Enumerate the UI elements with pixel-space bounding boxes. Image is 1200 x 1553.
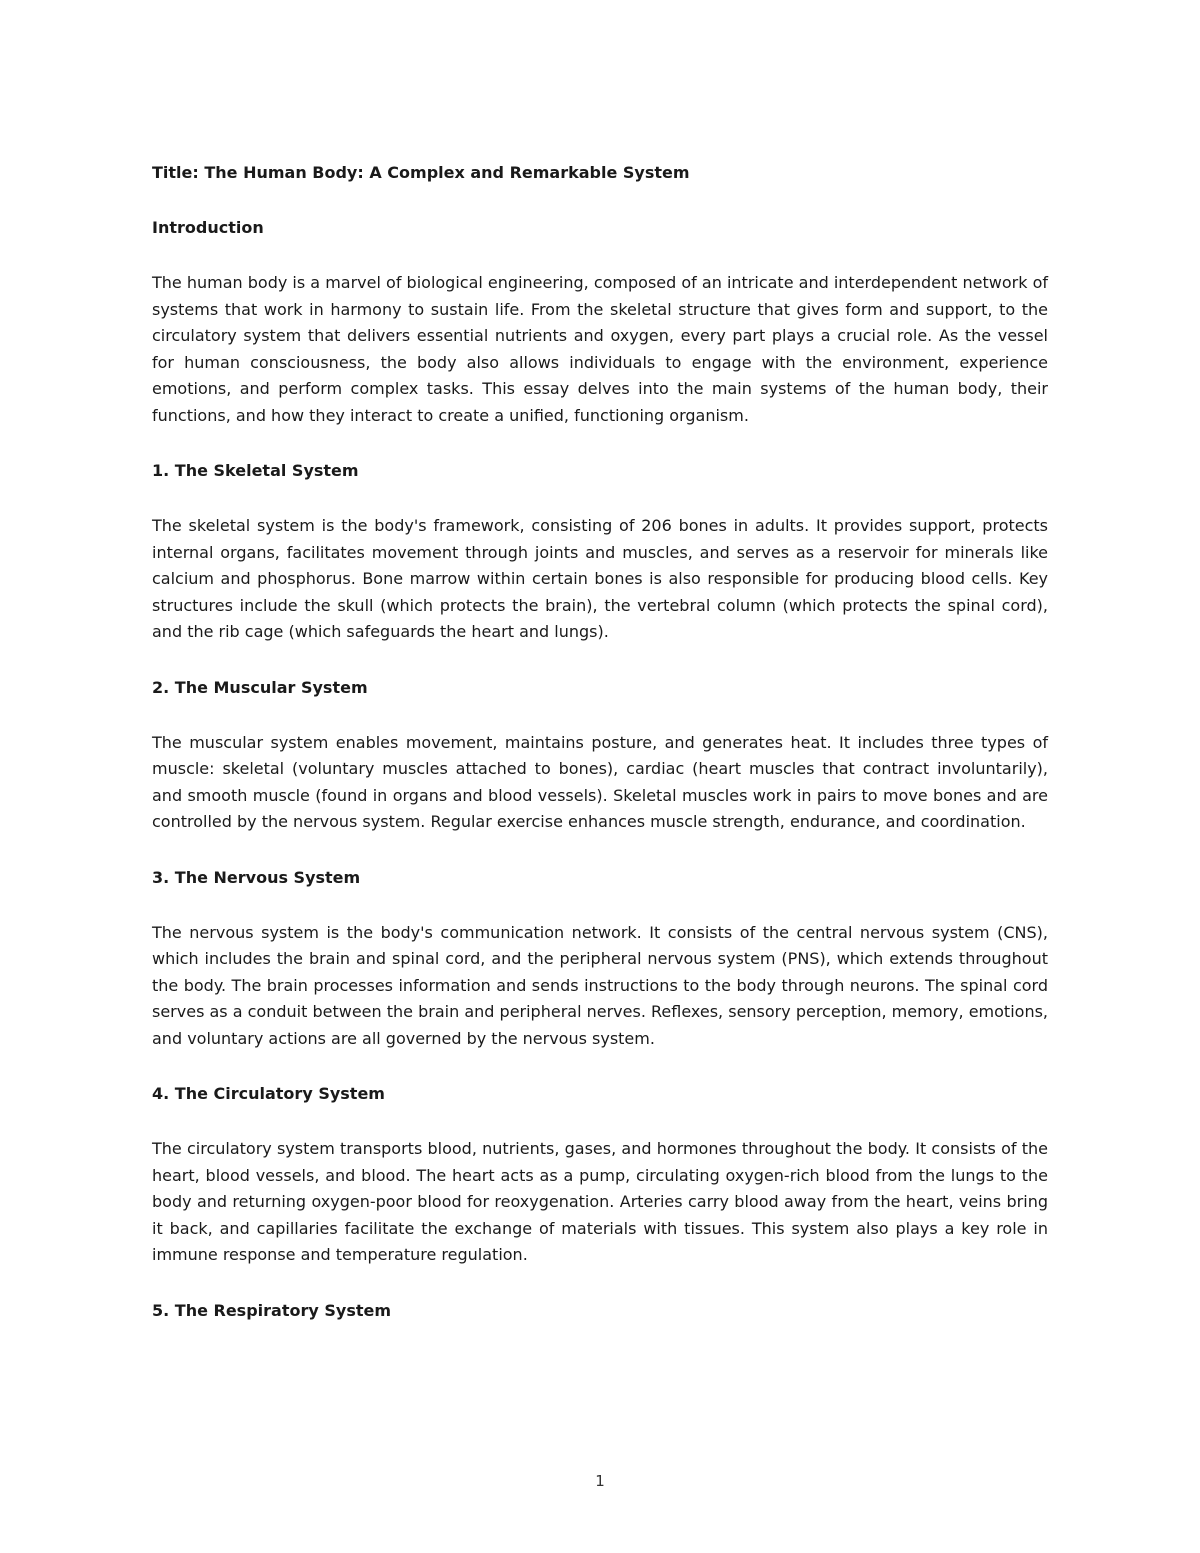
document-title: Title: The Human Body: A Complex and Remarkable System: [152, 163, 690, 182]
section-body-muscular: The muscular system enables movement, maintains posture, and generates heat. It includes three types of muscle: skeletal (voluntary muscles attached to bones), cardiac (heart muscles that contract involuntarily), and smooth muscle (found in organs and blood vessels). Skeletal muscles work in pairs to move bones and are controlled by the nervous system. Regular exercise enhances muscle strength, endurance, and coordination.: [152, 732, 1048, 831]
page-number: 1: [595, 1472, 605, 1490]
section-heading-respiratory: 5. The Respiratory System: [152, 1300, 392, 1320]
section-heading-introduction: Introduction: [152, 218, 264, 237]
section-body-circulatory: The circulatory system transports blood, nutrients, gases, and hormones throughout the body. It consists of the heart, blood vessels, and blood. The heart acts as a pump, circulating oxygen-rich blood from the lungs to the body and returning oxygen-poor blood for reoxygenation. Arteries carry blood away from the heart, veins bring it back, and capillaries facilitate the exchange of materials with tissues. This system also plays a key role in immune response and temperature regulation.: [152, 1139, 1048, 1264]
section-heading-skeletal: 1. The Skeletal System: [152, 461, 359, 480]
section-heading-circulatory: 4. The Circulatory System: [152, 1084, 385, 1103]
section-body-nervous: The nervous system is the body's communication network. It consists of the central nervous system (CNS), which includes the brain and spinal cord, and the peripheral nervous system (PNS), which extends throughout the body. The brain processes information and sends instructions to the body through neurons. The spinal cord serves as a conduit between the brain and peripheral nerves. Reflexes, sensory perception, memory, emotions, and voluntary actions are all governed by the nervous system.: [152, 922, 1048, 1048]
section-heading-nervous: 3. The Nervous System: [152, 867, 361, 887]
section-heading-muscular: 2. The Muscular System: [152, 677, 368, 697]
section-body-introduction: The human body is a marvel of biological engineering, composed of an intricate and interdependent network of systems that work in harmony to sustain life. From the skeletal structure that gives form and support, to the circulatory system that delivers essential nutrients and oxygen, every part plays a crucial role. As the vessel for human consciousness, the body also allows individuals to engage with the environment, experience emotions, and perform complex tasks. This essay delves into the main systems of the human body, their functions, and how they interact to create a unified, functioning organism.: [152, 273, 1048, 425]
document-page: [152, 160, 1048, 1353]
section-body-skeletal: The skeletal system is the body's framework, consisting of 206 bones in adults. It provides support, protects internal organs, facilitates movement through joints and muscles, and serves as a reservoir for minerals like calcium and phosphorus. Bone marrow within certain bones is also responsible for producing blood cells. Key structures include the skull (which protects the brain), the vertebral column (which protects the spinal cord), and the rib cage (which safeguards the heart and lungs).: [152, 516, 1048, 641]
